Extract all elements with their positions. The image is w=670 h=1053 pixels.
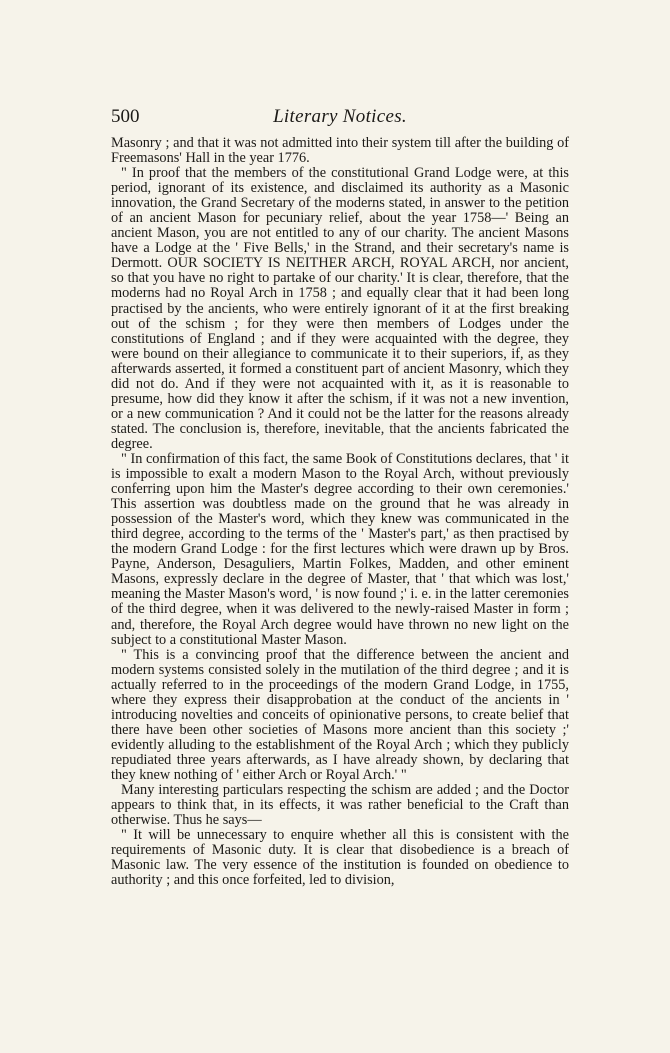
page-header — [111, 106, 569, 132]
paragraph: " In proof that the members of the constitutional Grand Lodge were, at this period, ignorant of its existence, and disclaimed its authority as a Masonic innovation, the Grand Secretary of the moderns stated, in answer to the petition of an ancient Mason for pecuniary relief, about the year 1758—' Being an ancient Mason, you are not entitled to any of our charity. The ancient Masons have a Lodge at the ' Five Bells,' in the Strand, and their secretary's name is Dermott. OUR SOCIETY IS NEITHER ARCH, ROYAL ARCH, nor ancient, so that you have no right to partake of our charity.' It is clear, therefore, that the moderns had no Royal Arch in 1758 ; and equally clear that it had been long practised by the ancients, who were entirely ignorant of it at the first breaking out of the schism ; for they were then members of Lodges under the constitutions of England ; and if they were acquainted with the degree, they were bound on their allegiance to communicate it to their superiors, if, as they afterwards asserted, it formed a constituent part of ancient Masonry, which they did not do. And if they were not acquainted with it, as it is reasonable to presume, how did they know it after the schism, if it was not a new invention, or a new communication ? And it could not be the latter for the reasons already stated. The conclusion is, therefore, inevitable, that the ancients fabricated the degree. — [111, 165, 569, 452]
paragraph: " This is a convincing proof that the difference between the ancient and modern systems consisted solely in the mutilation of the third degree ; and it is actually referred to in the proceedings of the modern Grand Lodge, in 1755, where they express their disapprobation at the conduct of the ancients in ' introducing novelties and conceits of opinionative persons, to create belief that there have been other societies of Masons more ancient than this society ;' evidently alluding to the establishment of the Royal Arch ; which they publicly repudiated three years afterwards, as I have already shown, by declaring that they knew nothing of ' either Arch or Royal Arch.' " — [111, 646, 569, 783]
paragraph: Masonry ; and that it was not admitted into their system till after the building of Freemasons' Hall in the year 1776. — [111, 135, 569, 167]
page-number: 500 — [111, 106, 140, 127]
paragraph: " In confirmation of this fact, the same Book of Constitutions declares, that ' it is impossible to exalt a modern Mason to the Royal Arch, without previously conferring upon him the Master's degree according to their own ceremonies.' This assertion was doubtless made on the ground that he was already in possession of the Master's word, which they knew was communicated in the third degree, according to the terms of the ' Master's part,' as then practised by the modern Grand Lodge : for the first lectures which were drawn up by Bros. Payne, Anderson, Desaguliers, Martin Folkes, Madden, and other eminent Masons, expressly declare in the degree of Master, that ' that which was lost,' meaning the Master Mason's word, ' is now found ;' i. e. in the latter ceremonies of the third degree, when it was delivered to the newly-raised Master in form ; and, therefore, the Royal Arch degree would have thrown no new light on the subject to a constitutional Master Mason. — [111, 450, 569, 648]
paragraph: " It will be unnecessary to enquire whether all this is consistent with the requirements of Masonic duty. It is clear that disobedience is a breach of Masonic law. The very essence of the institution is founded on obedience to authority ; and this once forfeited, led to division, — [111, 827, 569, 889]
running-title: Literary Notices. — [273, 106, 407, 127]
paragraph: Many interesting particulars respecting the schism are added ; and the Doctor appears to think that, in its effects, it was rather beneficial to the Craft than otherwise. Thus he says— — [111, 782, 569, 829]
article-body — [111, 136, 569, 888]
